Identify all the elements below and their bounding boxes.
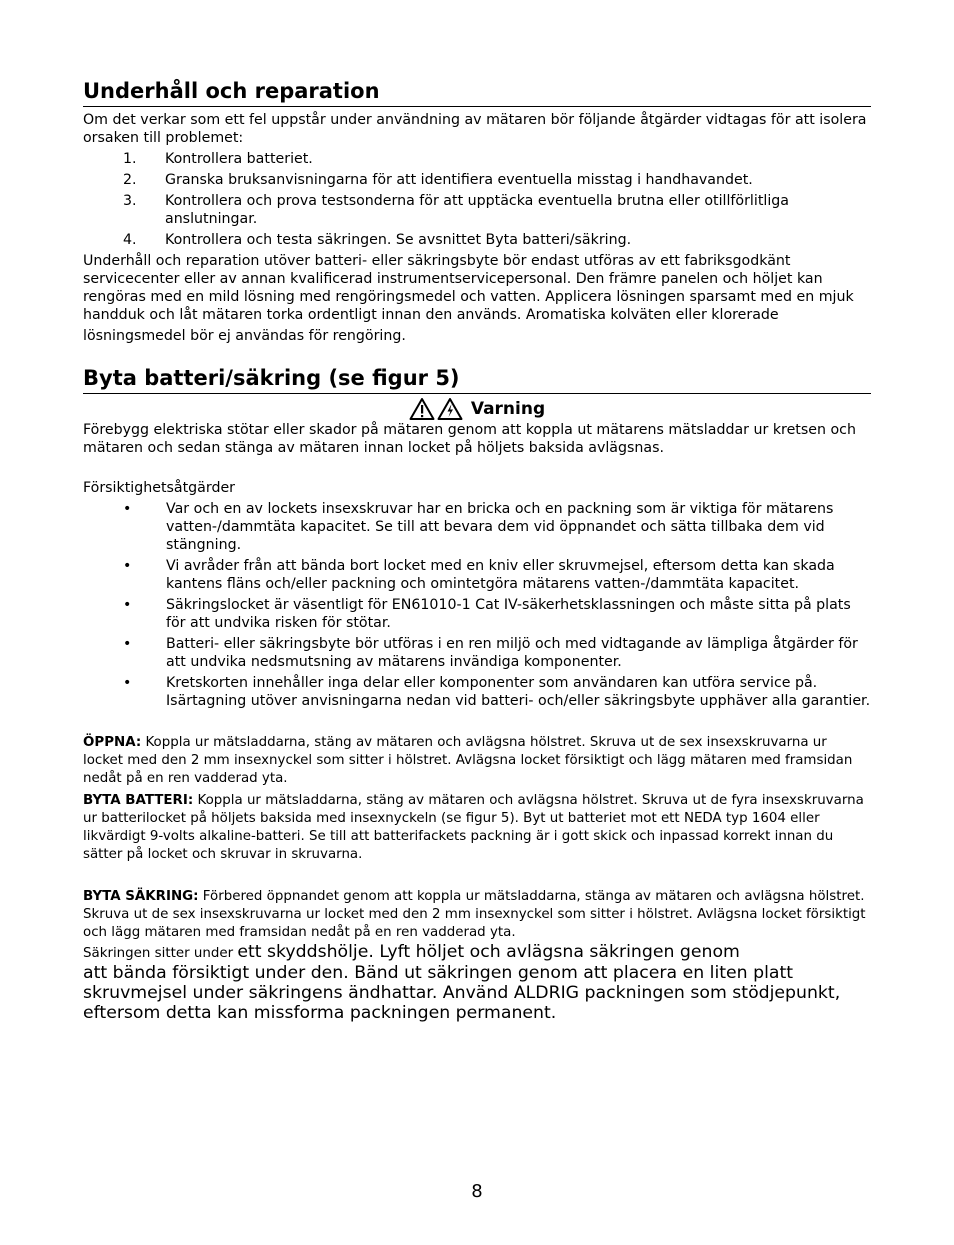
bullet-text: Var och en av lockets insexskruvar har en bricka och en packning som är viktiga för mätarens vatten-/dammtäta kapacitet. Se till att bevara dem vid öppnandet och sätta tillbaka dem vid stängning. — [166, 501, 834, 553]
maintenance-paragraph — [83, 252, 871, 345]
bullet-text: Säkringslocket är väsentligt för EN61010-1 Cat IV-säkerhetsklassningen och måste sitta på plats för att undvika risken för stötar. — [166, 597, 851, 631]
precautions-list — [83, 500, 871, 710]
page-number — [0, 1181, 954, 1203]
bullet-icon: • — [123, 558, 132, 574]
maintenance-text: Underhåll och reparation utöver batteri- eller säkringsbyte bör endast utföras av ett fabriksgodkänt servicecenter eller av annan kvalificerad instrumentservicepersonal. Den främre panelen och höljet kan rengöras med en mild lösning med rengöringsmedel och vatten. Applicera lösningen sparsamt med en mjuk handduk och låt mätaren torka ordentligt innan den används. Aromatiska kolväten eller klorerade — [83, 253, 854, 323]
open-instructions — [83, 734, 871, 788]
bullet-icon: • — [123, 675, 132, 691]
warning-label: Varning — [470, 399, 546, 419]
page-number-text: 8 — [471, 1181, 483, 1202]
high-voltage-icon — [437, 397, 463, 421]
bullet-text: Kretskorten innehåller inga delar eller komponenter som användaren kan utföra service på. Isärtagning utöver anvisningarna nedan vid batteri- och/eller säkringsbyte upphäver alla garantier. — [166, 675, 871, 709]
fuse-instructions — [83, 888, 871, 1023]
battery-fuse-section — [83, 365, 871, 1023]
step-number: 2. — [123, 172, 137, 188]
step-text: Kontrollera och prova testsonderna för att upptäcka eventuella brutna eller otillförlitliga anslutningar. — [165, 193, 789, 227]
battery-instructions — [83, 792, 871, 864]
section-heading-battery-fuse: Byta batteri/säkring (se figur 5) — [83, 365, 871, 394]
list-item — [83, 557, 871, 593]
bullet-text: Batteri- eller säkringsbyte bör utföras i en ren miljö och med vidtagande av lämpliga åtgärder för att undvika nedsmutsning av mätarens invändiga komponenter. — [166, 636, 858, 670]
list-item — [83, 500, 871, 554]
list-item — [83, 231, 871, 249]
step-text: Kontrollera och testa säkringen. Se avsnittet Byta batteri/säkring. — [165, 232, 632, 248]
bullet-text: Vi avråder från att bända bort locket med en kniv eller skruvmejsel, eftersom detta kan skada kantens fläns och/eller packning och omintetgöra mätarens vatten-/dammtäta kapacitet. — [166, 558, 835, 592]
fuse-text-large: ett skyddshölje. Lyft höljet och avlägsna säkringen genom — [237, 942, 740, 962]
list-item — [83, 171, 871, 189]
maintenance-text-last: lösningsmedel bör ej användas för rengöring. — [83, 328, 406, 344]
manual-page — [83, 78, 871, 1023]
troubleshooting-steps — [83, 150, 871, 249]
list-item — [83, 635, 871, 671]
section-heading-maintenance: Underhåll och reparation — [83, 78, 871, 107]
step-number: 4. — [123, 232, 137, 248]
fuse-label: BYTA SÄKRING: — [83, 889, 199, 904]
step-number: 1. — [123, 151, 137, 167]
battery-text: Koppla ur mätsladdarna, stäng av mätaren och avlägsna hölstret. Skruva ut de fyra insexskruvarna ur batterilocket på höljets baksida med insexnyckeln (se figur 5). Byt ut batteriet mot ett NEDA typ 1604 eller likvärdigt 9-volts alkaline-batteri. Se till att batterifackets packning är i gott skick och inpassad korrekt innan du sätter på locket och skruvar in skruvarna. — [83, 793, 864, 862]
bullet-icon: • — [123, 501, 132, 517]
fuse-text: Förbered öppnandet genom att koppla ur mätsladdarna, stänga av mätaren och avlägsna hölstret. Skruva ut de sex insexskruvarna ur locket med den 2 mm insexnyckel som sitter i hölstret. Avlägsna locket försiktigt och lägg mätaren med framsidan nedåt på en ren vadderad yta. — [83, 889, 866, 940]
step-text: Granska bruksanvisningarna för att identifiera eventuella misstag i handhavandet. — [165, 172, 753, 188]
warning-text: Förebygg elektriska stötar eller skador på mätaren genom att koppla ut mätarens mätsladdar ur kretsen och mätaren och sedan stänga av mätaren innan locket på höljets baksida avlägsnas. — [83, 422, 856, 456]
open-label: ÖPPNA: — [83, 735, 142, 750]
bullet-icon: • — [123, 636, 132, 652]
step-number: 3. — [123, 193, 137, 209]
open-text: Koppla ur mätsladdarna, stäng av mätaren och avlägsna hölstret. Skruva ut de sex insexskruvarna ur locket med den 2 mm insexnyckel som sitter i hölstret. Avlägsna locket försiktigt och lägg mätaren med framsidan nedåt på en ren vadderad yta. — [83, 735, 853, 786]
warning-triangle-icon — [409, 397, 435, 421]
warning-header — [83, 397, 871, 421]
list-item — [83, 192, 871, 228]
list-item — [83, 150, 871, 168]
precautions-title: Försiktighetsåtgärder — [83, 480, 236, 496]
fuse-text-large-continued: att bända försiktigt under den. Bänd ut säkringen genom att placera en liten platt skruvmejsel under säkringens ändhattar. Använd ALDRIG packningen som stödjepunkt, eftersom detta kan missforma packningen permanent. — [83, 963, 841, 1023]
step-text: Kontrollera batteriet. — [165, 151, 313, 167]
bullet-icon: • — [123, 597, 132, 613]
fuse-text-small: Säkringen sitter under — [83, 946, 238, 961]
battery-label: BYTA BATTERI: — [83, 793, 194, 808]
list-item — [83, 596, 871, 632]
list-item — [83, 674, 871, 710]
maintenance-intro: Om det verkar som ett fel uppstår under användning av mätaren bör följande åtgärder vidtagas för att isolera orsaken till problemet: — [83, 112, 867, 146]
